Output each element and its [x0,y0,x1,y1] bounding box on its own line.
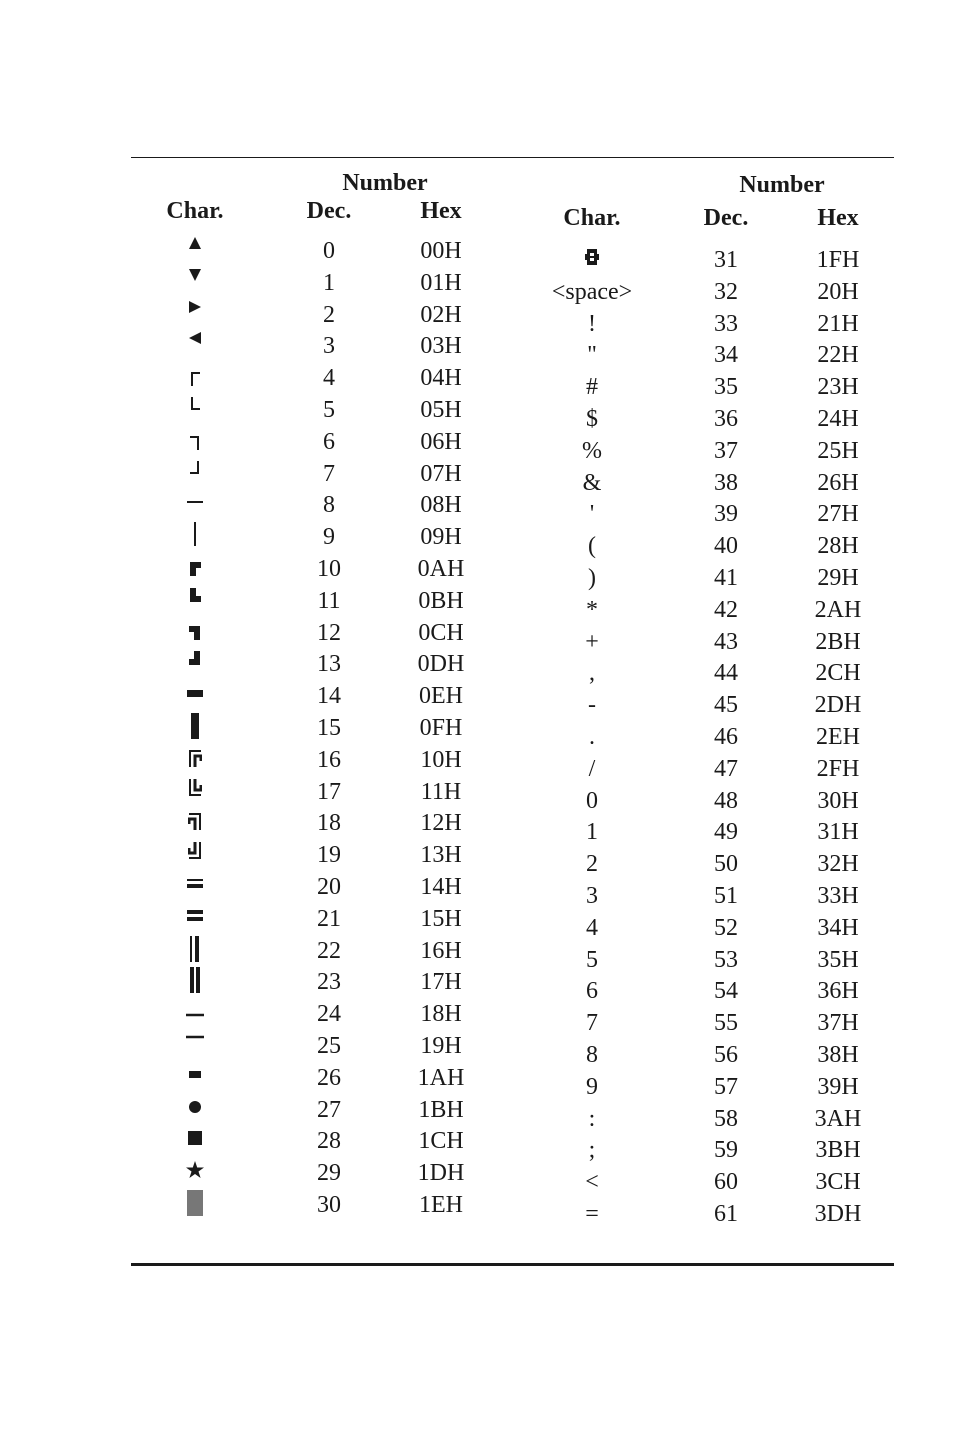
dec-cell: 60 [714,1169,738,1196]
hex-cell: 3AH [814,1105,862,1132]
table-row [131,236,511,268]
dec-cell: 50 [714,851,738,878]
table-row [525,531,894,563]
hex-cell: 3DH [814,1200,862,1227]
hex-cell: 36H [817,978,859,1005]
table-row [525,1167,894,1199]
table-row [525,1072,894,1104]
hex-cell: 34H [817,914,859,941]
dec-cell: 13 [317,651,341,678]
char-cell: = [585,1200,599,1227]
char-cell: * [586,596,598,623]
dec-cell: 6 [323,428,335,455]
triangle-up-icon [188,236,202,250]
dec-cell: 59 [714,1137,738,1164]
table-body-right [525,245,894,1231]
dec-cell: 2 [323,301,335,328]
table-row [525,1135,894,1167]
dec-cell: 38 [714,469,738,496]
char-cell: 2 [586,851,598,878]
hex-cell: 32H [817,851,859,878]
double-vertical-line-icon [189,936,201,962]
dec-cell: 23 [317,969,341,996]
table-row [525,468,894,500]
dec-cell: 17 [317,778,341,805]
table-row [525,1104,894,1136]
dec-cell: 35 [714,374,738,401]
table-row [525,976,894,1008]
dec-cell: 19 [317,842,341,869]
dec-cell: 61 [714,1200,738,1227]
small-block-icon [187,1063,203,1087]
table-row [525,913,894,945]
dec-cell: 28 [317,1128,341,1155]
hex-cell: 17H [420,969,462,996]
hex-cell: 0CH [418,619,464,646]
char-cell: - [588,692,596,719]
hex-cell: 20H [817,278,859,305]
table-row [525,658,894,690]
table-row [525,245,894,277]
hex-cell: 39H [817,1073,859,1100]
hex-cell: 2AH [814,596,862,623]
dec-cell: 41 [714,564,738,591]
dec-cell: 44 [714,660,738,687]
dec-cell: 31 [714,247,738,273]
hex-cell: 1EH [419,1191,463,1218]
thick-horizontal-line-icon [187,681,203,705]
thick-vertical-line-icon [189,713,201,739]
hex-cell: 0DH [417,651,465,678]
dec-cell: 21 [317,905,341,932]
dec-cell: 29 [317,1160,341,1187]
hex-column-header: Hex [817,205,859,231]
char-cell: ! [588,310,596,337]
hex-cell: 0FH [419,714,463,741]
dec-cell: 55 [714,1010,738,1037]
corner-bottom-left-icon [188,395,202,419]
dec-cell: 30 [317,1191,341,1218]
table-row [131,300,511,332]
char-cell: & [582,469,602,496]
hex-cell: 15H [420,905,462,932]
top-rule [131,157,894,158]
dec-cell: 36 [714,405,738,432]
hex-cell: 07H [420,460,462,487]
char-table-right [525,172,894,1227]
dec-cell: 49 [714,819,738,846]
thick-corner-top-left-icon [188,554,202,578]
dec-cell: 24 [317,1001,341,1028]
number-group-label: Number [739,172,825,198]
table-row [525,372,894,404]
hex-cell: 1DH [417,1160,465,1187]
char-cell: 4 [586,914,598,941]
thick-double-horizontal-line-icon [187,904,203,928]
table-row [525,404,894,436]
char-cell: ) [588,564,596,591]
hex-cell: 37H [817,1010,859,1037]
table-row [131,1158,511,1190]
table-row [525,309,894,341]
table-row [131,904,511,936]
table-row [131,459,511,491]
dec-cell: 22 [317,937,341,964]
table-row [525,786,894,818]
corner-bottom-right-icon [188,459,202,483]
hex-cell: 0BH [418,587,464,614]
table-row [131,649,511,681]
double-corner-bottom-left-icon [188,777,202,801]
thick-double-vertical-line-icon [189,967,201,993]
char-cell: , [589,660,595,687]
char-cell: 8 [586,1041,598,1068]
dec-cell: 16 [317,746,341,773]
dec-cell: 27 [317,1096,341,1123]
table-row [131,999,511,1031]
hex-cell: 3CH [815,1169,861,1196]
dec-cell: 7 [323,460,335,487]
char-column-header: Char. [563,205,621,231]
double-horizontal-line-icon [187,872,203,896]
table-row [131,777,511,809]
hex-cell: 26H [817,469,859,496]
dec-cell: 56 [714,1041,738,1068]
dec-cell: 4 [323,365,335,392]
char-cell: 1 [586,819,598,846]
double-corner-top-left-icon [188,745,202,769]
hex-cell: 3BH [815,1137,861,1164]
table-row [131,872,511,904]
number-group-label: Number [342,170,428,196]
char-cell: " [587,342,597,369]
char-cell: 5 [586,946,598,973]
dec-cell: 51 [714,882,738,909]
high-dash-icon [186,1031,204,1055]
table-header-left [131,170,511,236]
table-row [525,595,894,627]
filled-circle-icon [187,1095,203,1119]
table-row [131,586,511,618]
hex-cell: 23H [817,374,859,401]
hex-cell: 21H [817,310,859,337]
table-row [131,713,511,745]
dec-cell: 46 [714,723,738,750]
dec-column-header: Dec. [703,205,749,231]
star-icon [186,1158,204,1182]
table-row [131,967,511,999]
char-cell: 6 [586,978,598,1005]
special-block-icon [584,245,600,269]
table-row [131,363,511,395]
dec-cell: 43 [714,628,738,655]
hex-cell: 2BH [815,628,861,655]
dec-cell: 45 [714,692,738,719]
char-cell: . [589,723,595,750]
dec-cell: 39 [714,501,738,528]
double-corner-bottom-right-icon [188,840,202,864]
hex-cell: 05H [420,396,462,423]
hex-cell: 03H [420,333,462,360]
dec-cell: 52 [714,914,738,941]
dec-cell: 57 [714,1073,738,1100]
table-row [131,618,511,650]
hex-cell: 08H [420,492,462,519]
char-cell: + [585,628,599,655]
table-row [525,436,894,468]
table-row [131,936,511,968]
char-cell: # [586,374,598,401]
hex-cell: 19H [420,1032,462,1059]
dec-cell: 34 [714,342,738,369]
table-row [131,745,511,777]
dec-cell: 42 [714,596,738,623]
gray-block-icon [186,1190,204,1216]
hex-cell: 28H [817,533,859,560]
table-row [131,1063,511,1095]
table-row [525,722,894,754]
dec-cell: 3 [323,333,335,360]
table-row [525,499,894,531]
table-row [131,1031,511,1063]
char-column-header: Char. [166,198,224,224]
triangle-left-icon [188,331,202,345]
thick-corner-bottom-right-icon [188,649,202,673]
low-dash-icon [186,999,204,1023]
bottom-rule [131,1263,894,1266]
hex-cell: 2CH [815,660,861,687]
dec-cell: 26 [317,1064,341,1091]
char-cell: : [588,1105,596,1132]
table-row [525,881,894,913]
table-row [131,268,511,300]
char-cell: ' [589,501,595,528]
hex-cell: 06H [420,428,462,455]
hex-cell: 29H [817,564,859,591]
corner-top-right-icon [188,427,202,451]
char-cell: ; [588,1137,596,1164]
hex-cell: 22H [817,342,859,369]
table-row [131,681,511,713]
hex-cell: 2DH [814,692,862,719]
char-cell: 9 [586,1073,598,1100]
dec-cell: 11 [317,587,341,614]
hex-cell: 1AH [417,1064,465,1091]
hex-cell: 30H [817,787,859,814]
table-row [525,563,894,595]
hex-cell: 14H [420,873,462,900]
char-cell: 3 [586,882,598,909]
dec-cell: 33 [714,310,738,337]
char-cell: 0 [586,787,598,814]
hex-cell: 38H [817,1041,859,1068]
hex-cell: 04H [420,365,462,392]
table-row [131,395,511,427]
table-row [525,817,894,849]
table-row [525,1199,894,1231]
hex-cell: 1FH [816,247,860,273]
dec-cell: 18 [317,810,341,837]
char-cell: < [585,1169,599,1196]
char-cell: 7 [586,1010,598,1037]
horizontal-line-icon [187,490,203,514]
dec-cell: 8 [323,492,335,519]
hex-cell: 33H [817,882,859,909]
table-row [525,754,894,786]
table-row [131,808,511,840]
table-header-right [525,172,894,238]
dec-cell: 10 [317,555,341,582]
hex-cell: 1CH [418,1128,464,1155]
table-row [525,690,894,722]
hex-cell: 12H [420,810,462,837]
table-row [525,945,894,977]
table-row [525,340,894,372]
table-row [131,1095,511,1127]
dec-cell: 37 [714,437,738,464]
table-row [525,1040,894,1072]
dec-cell: 40 [714,533,738,560]
hex-cell: 31H [817,819,859,846]
dec-cell: 5 [323,396,335,423]
dec-cell: 47 [714,755,738,782]
dec-cell: 53 [714,946,738,973]
dec-cell: 9 [323,524,335,551]
hex-cell: 35H [817,946,859,973]
hex-cell: 2EH [816,723,860,750]
dec-cell: 20 [317,873,341,900]
hex-cell: 25H [817,437,859,464]
dec-cell: 12 [317,619,341,646]
hex-cell: 13H [420,842,462,869]
char-cell: ( [588,533,596,560]
table-row [131,490,511,522]
dec-cell: 15 [317,714,341,741]
char-cell: <space> [551,278,633,305]
dec-column-header: Dec. [306,198,352,224]
hex-cell: 18H [420,1001,462,1028]
filled-square-icon [187,1126,203,1150]
char-cell: % [582,437,602,464]
hex-cell: 09H [420,524,462,551]
hex-cell: 10H [420,746,462,773]
dec-cell: 14 [317,683,341,710]
table-row [131,1190,511,1222]
hex-cell: 1BH [418,1096,464,1123]
table-row [131,331,511,363]
table-row [525,1008,894,1040]
char-cell: / [588,755,596,782]
hex-cell: 2FH [816,755,860,782]
table-row [131,554,511,586]
thick-corner-top-right-icon [188,618,202,642]
hex-column-header: Hex [420,198,462,224]
triangle-right-icon [188,300,202,314]
hex-cell: 02H [420,301,462,328]
hex-cell: 24H [817,405,859,432]
dec-cell: 54 [714,978,738,1005]
table-row [525,277,894,309]
hex-cell: 00H [420,238,462,264]
hex-cell: 11H [420,778,462,805]
dec-cell: 32 [714,278,738,305]
table-row [131,522,511,554]
dec-cell: 25 [317,1032,341,1059]
table-row [131,1126,511,1158]
corner-top-left-icon [188,363,202,387]
dec-cell: 0 [323,238,335,264]
dec-cell: 48 [714,787,738,814]
table-row [525,849,894,881]
table-row [131,427,511,459]
triangle-down-icon [188,268,202,282]
table-row [131,840,511,872]
hex-cell: 27H [817,501,859,528]
hex-cell: 0AH [417,555,465,582]
hex-cell: 16H [420,937,462,964]
thick-corner-bottom-left-icon [188,586,202,610]
hex-cell: 01H [420,269,462,296]
char-table-left [131,170,511,1218]
dec-cell: 1 [323,269,335,296]
table-row [525,627,894,659]
dec-cell: 58 [714,1105,738,1132]
vertical-line-icon [190,522,200,546]
table-body-left [131,236,511,1222]
double-corner-top-right-icon [188,808,202,832]
hex-cell: 0EH [419,683,463,710]
char-cell: $ [586,405,598,432]
